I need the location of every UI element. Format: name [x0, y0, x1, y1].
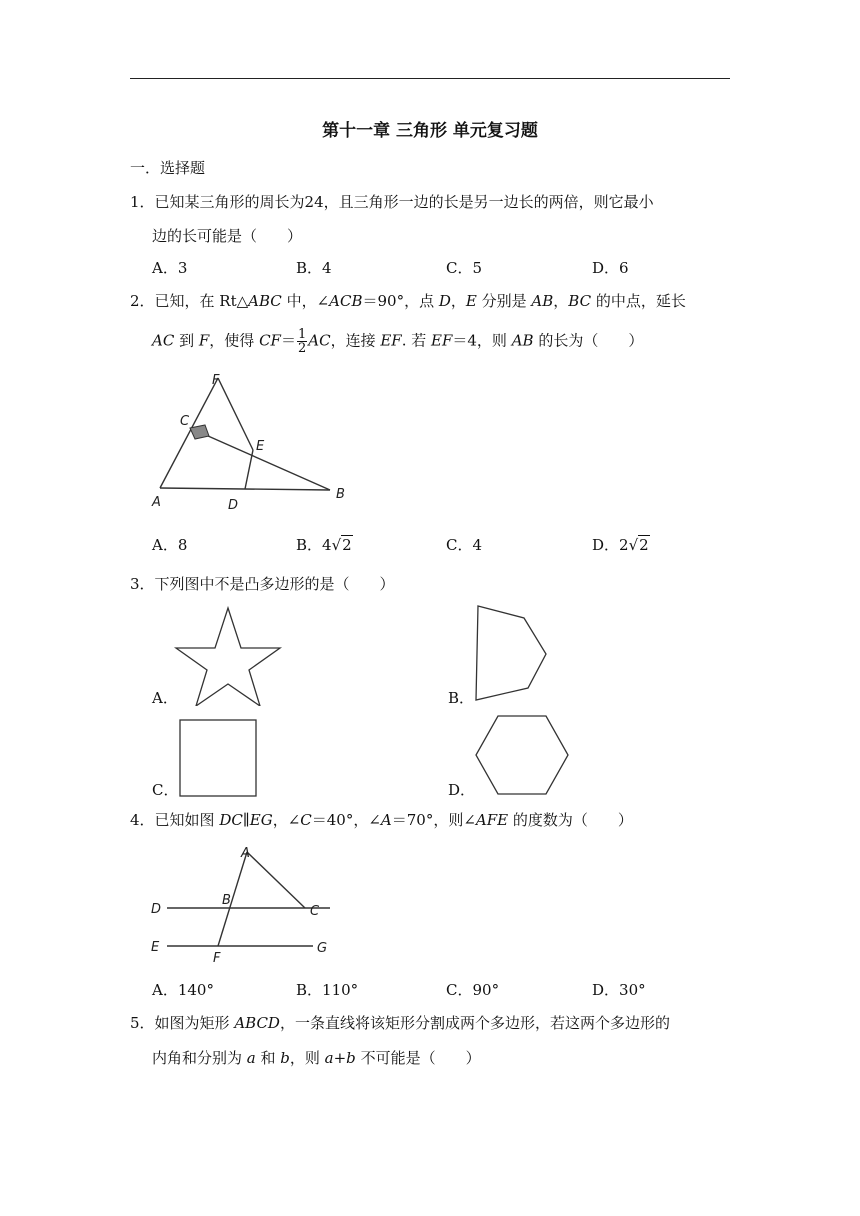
q2-option-c: C．4 — [446, 536, 483, 554]
hexagon-shape — [472, 714, 572, 798]
label-a: A — [152, 495, 161, 510]
q2-option-a: A．8 — [152, 536, 188, 554]
line-af — [160, 378, 218, 488]
label-c: C — [310, 904, 320, 919]
q5-text-line1: 5．如图为矩形 ABCD，一条直线将该矩形分割成两个多边形，若这两个多边形的 — [130, 1014, 670, 1032]
q5-text-line2: 内角和分别为 a 和 b，则 a+b 不可能是（ ） — [152, 1049, 481, 1067]
q4-option-b: B．110° — [296, 981, 359, 999]
header-rule — [130, 78, 730, 79]
q4-option-a: A．140° — [152, 981, 214, 999]
q1-option-c: C．5 — [446, 259, 483, 277]
page-title: 第十一章 三角形 单元复习题 — [322, 121, 538, 141]
label-e: E — [256, 439, 265, 454]
q2-option-b: B．4√2 — [296, 536, 352, 554]
label-e: E — [151, 940, 160, 955]
right-angle-mark — [190, 425, 209, 439]
q3-text: 3．下列图中不是凸多边形的是（ ） — [130, 575, 395, 593]
fraction-one-half: $\frac{1}{2}$ — [297, 327, 307, 356]
square-shape — [178, 718, 260, 798]
label-d: D — [151, 902, 162, 917]
q3-option-d: D． — [448, 781, 476, 799]
q3-option-b: B． — [448, 689, 475, 707]
section-heading: 一．选择题 — [130, 159, 206, 177]
line-ac — [247, 852, 305, 908]
q1-option-b: B．4 — [296, 259, 332, 277]
label-f: F — [213, 951, 221, 966]
q2-option-d: D．2√2 — [592, 536, 649, 554]
label-g: G — [317, 941, 328, 956]
q4-option-d: D．30° — [592, 981, 646, 999]
q2-triangle-figure — [150, 370, 360, 515]
q4-text: 4．已知如图 DC∥EG，∠C＝40°，∠A＝70°，则∠AFE 的度数为（ ） — [130, 811, 633, 829]
q4-option-c: C．90° — [446, 981, 500, 999]
q1-option-d: D．6 — [592, 259, 629, 277]
line-fe — [218, 378, 253, 450]
q1-option-a: A．3 — [152, 259, 188, 277]
pentagon-shape — [470, 604, 550, 704]
label-a: A — [241, 846, 250, 861]
q1-text-line2: 边的长可能是（ ） — [152, 227, 303, 245]
q2-text-line1: 2．已知，在 Rt△ABC 中，∠ACB＝90°，点 D，E 分别是 AB，BC 的中点，延长 — [130, 292, 686, 310]
q1-text-line1: 1．已知某三角形的周长为24，且三角形一边的长是另一边长的两倍，则它最小 — [130, 193, 654, 211]
label-b: B — [336, 487, 345, 502]
star-shape — [170, 606, 285, 706]
label-d: D — [228, 498, 239, 513]
line-ed — [245, 450, 253, 489]
q3-option-c: C． — [152, 781, 179, 799]
label-f: F — [212, 373, 220, 388]
q3-option-a: A． — [152, 689, 178, 707]
label-b: B — [222, 893, 231, 908]
q4-parallel-lines-figure — [145, 840, 345, 970]
line-cb — [190, 428, 330, 490]
q2-text-line2: AC 到 F，使得 CF＝ $\frac{1}{2}$ AC，连接 EF. 若 EF＝4，则 AB 的长为（ ） — [152, 327, 644, 356]
label-c: C — [180, 414, 190, 429]
